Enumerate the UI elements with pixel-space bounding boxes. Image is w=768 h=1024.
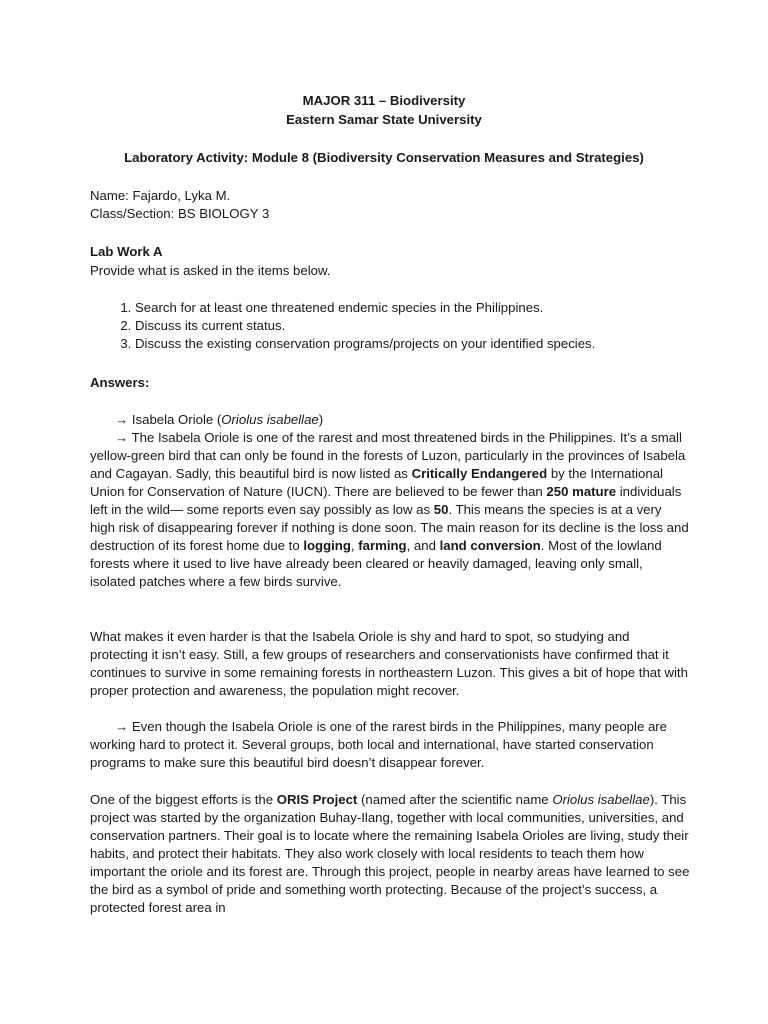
arrow-icon: → [115, 412, 129, 427]
arrow-icon: → [115, 719, 129, 734]
student-section: Class/Section: BS BIOLOGY 3 [90, 206, 270, 221]
answer-paragraph-3: → Even though the Isabela Oriole is one of the rarest birds in the Philippines, many people are working hard to protect it. Several groups, both local and international, have started conservation programs to make sure this beautiful bird doesn’t disappear forever. [90, 719, 668, 770]
scientific-name: Oriolus isabellae [221, 412, 319, 427]
task-list [90, 299, 690, 353]
activity-title: Laboratory Activity: Module 8 (Biodiversity Conservation Measures and Strategies) [124, 150, 644, 165]
answer-paragraph-4: One of the biggest efforts is the ORIS Project (named after the scientific name Oriolus isabellae). This project was started by the organization Buhay-Ilang, together with local communities, universities, and conservation partners. Their goal is to locate where the remaining Isabela Orioles are living, study their habits, and protect their habitats. They also work closely with local residents to teach them how important the oriole and its forest are. Through this project, people in nearby areas have learned to see the bird as a symbol of pride and something worth protecting. Because of the project’s success, a protected forest area in [90, 792, 690, 915]
task-item: 3. Discuss the existing conservation programs/projects on your identified species. [135, 335, 690, 353]
status-paragraph: → The Isabela Oriole is one of the rarest and most threatened birds in the Philippines. It’s a small yellow-green bird that can only be found in the forests of Luzon, particularly in the provinces of Isabela and Cagayan. Sadly, this beautiful bird is now listed as Critically Endangered by the International Union for Conservation of Nature (IUCN). There are believed to be fewer than 250 mature individuals left in the wild— some reports even say possibly as low as 50. This means the species is at a very high risk of disappearing forever if nothing is done soon. The main reason for its decline is the loss and destruction of its forest home due to logging, farming, and land conversion. Most of the lowland forests where it used to live have already been cleared or heavily damaged, leaving only small, isolated patches where a few birds survive. [90, 430, 689, 589]
answer-paragraph-2: What makes it even harder is that the Isabela Oriole is shy and hard to spot, so studying and protecting it isn’t easy. Still, a few groups of researchers and conservationists have confirmed that it continues to survive in some remaining forests in northeastern Luzon. This gives a bit of hope that with proper protection and awareness, the population might recover. [90, 629, 688, 698]
course-title: MAJOR 311 – Biodiversity [302, 93, 466, 108]
answer-paragraph-1 [90, 411, 690, 591]
task-item: 2. Discuss its current status. [135, 317, 690, 335]
species-line: → Isabela Oriole (Oriolus isabellae) [115, 412, 324, 427]
task-item: 1. Search for at least one threatened endemic species in the Philippines. [135, 299, 690, 317]
university-title: Eastern Samar State University [286, 112, 482, 127]
arrow-icon: → [115, 430, 129, 445]
student-name: Name: Fajardo, Lyka M. [90, 188, 231, 203]
answers-heading: Answers: [90, 375, 150, 390]
lab-heading: Lab Work A [90, 244, 163, 259]
lab-instruction: Provide what is asked in the items below. [90, 263, 331, 278]
